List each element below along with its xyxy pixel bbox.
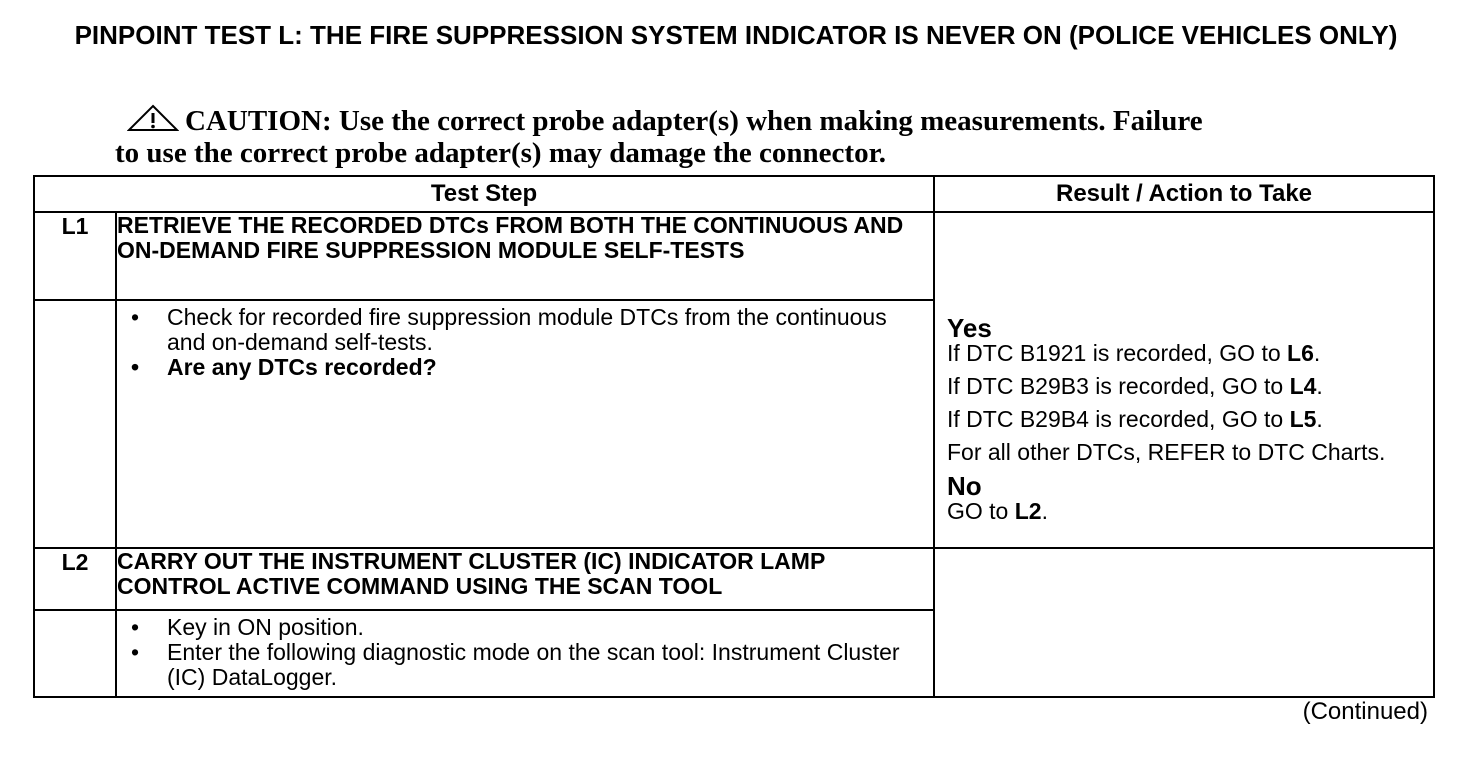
step-link[interactable]: L6	[1287, 340, 1314, 366]
bullet-item: • Key in ON position.	[129, 615, 923, 640]
step-l2-result	[934, 548, 1434, 697]
step-heading: RETRIEVE THE RECORDED DTCs FROM BOTH THE CONTINUOUS AND ON-DEMAND FIRE SUPPRESSION MODULE SELF-TESTS	[116, 212, 934, 300]
table-header-row	[34, 176, 1434, 212]
continued-note: (Continued)	[1302, 698, 1428, 725]
step-id: L2	[34, 548, 116, 610]
result-action: If DTC B29B4 is recorded, GO to L5.	[947, 406, 1323, 432]
bullet-question: • Are any DTCs recorded?	[129, 355, 923, 380]
step-l1-result	[934, 212, 1434, 548]
caution-label: CAUTION:	[185, 105, 332, 137]
step-link[interactable]: L5	[1289, 406, 1317, 432]
step-l1-heading-row	[34, 212, 1434, 300]
step-id: L1	[34, 212, 116, 300]
step-bullets	[117, 301, 933, 386]
warning-triangle-icon	[127, 104, 179, 132]
pinpoint-test-table	[33, 175, 1435, 698]
bullet-item: • Enter the following diagnostic mode on the scan tool: Instrument Cluster (IC) DataLogger.	[129, 640, 923, 690]
result-yes-label: Yes	[947, 313, 992, 343]
page-title: PINPOINT TEST L: THE FIRE SUPPRESSION SYSTEM INDICATOR IS NEVER ON (POLICE VEHICLES ONLY)	[74, 20, 1398, 50]
header-result-action: Result / Action to Take	[934, 176, 1434, 212]
result-action: GO to L2.	[947, 498, 1048, 524]
step-heading: CARRY OUT THE INSTRUMENT CLUSTER (IC) INDICATOR LAMP CONTROL ACTIVE COMMAND USING THE SCAN TOOL	[116, 548, 934, 610]
result-action: If DTC B1921 is recorded, GO to L6.	[947, 340, 1321, 366]
header-test-step: Test Step	[34, 176, 934, 212]
step-link[interactable]: L2	[1014, 498, 1042, 524]
step-bullets	[117, 611, 933, 696]
step-link[interactable]: L4	[1289, 373, 1317, 399]
step-l2-heading-row	[34, 548, 1434, 610]
result-action: If DTC B29B3 is recorded, GO to L4.	[947, 373, 1323, 399]
bullet-item: • Check for recorded fire suppression module DTCs from the continuous and on-demand self-tests.	[129, 305, 923, 355]
caution-line-1: Use the correct probe adapter(s) when making measurements. Failure	[338, 105, 1203, 137]
result-other-dtcs: For all other DTCs, REFER to DTC Charts.	[947, 439, 1386, 465]
caution-note	[115, 104, 1325, 169]
caution-line-2: to use the correct probe adapter(s) may damage the connector.	[115, 137, 887, 169]
result-no-label: No	[947, 471, 982, 501]
